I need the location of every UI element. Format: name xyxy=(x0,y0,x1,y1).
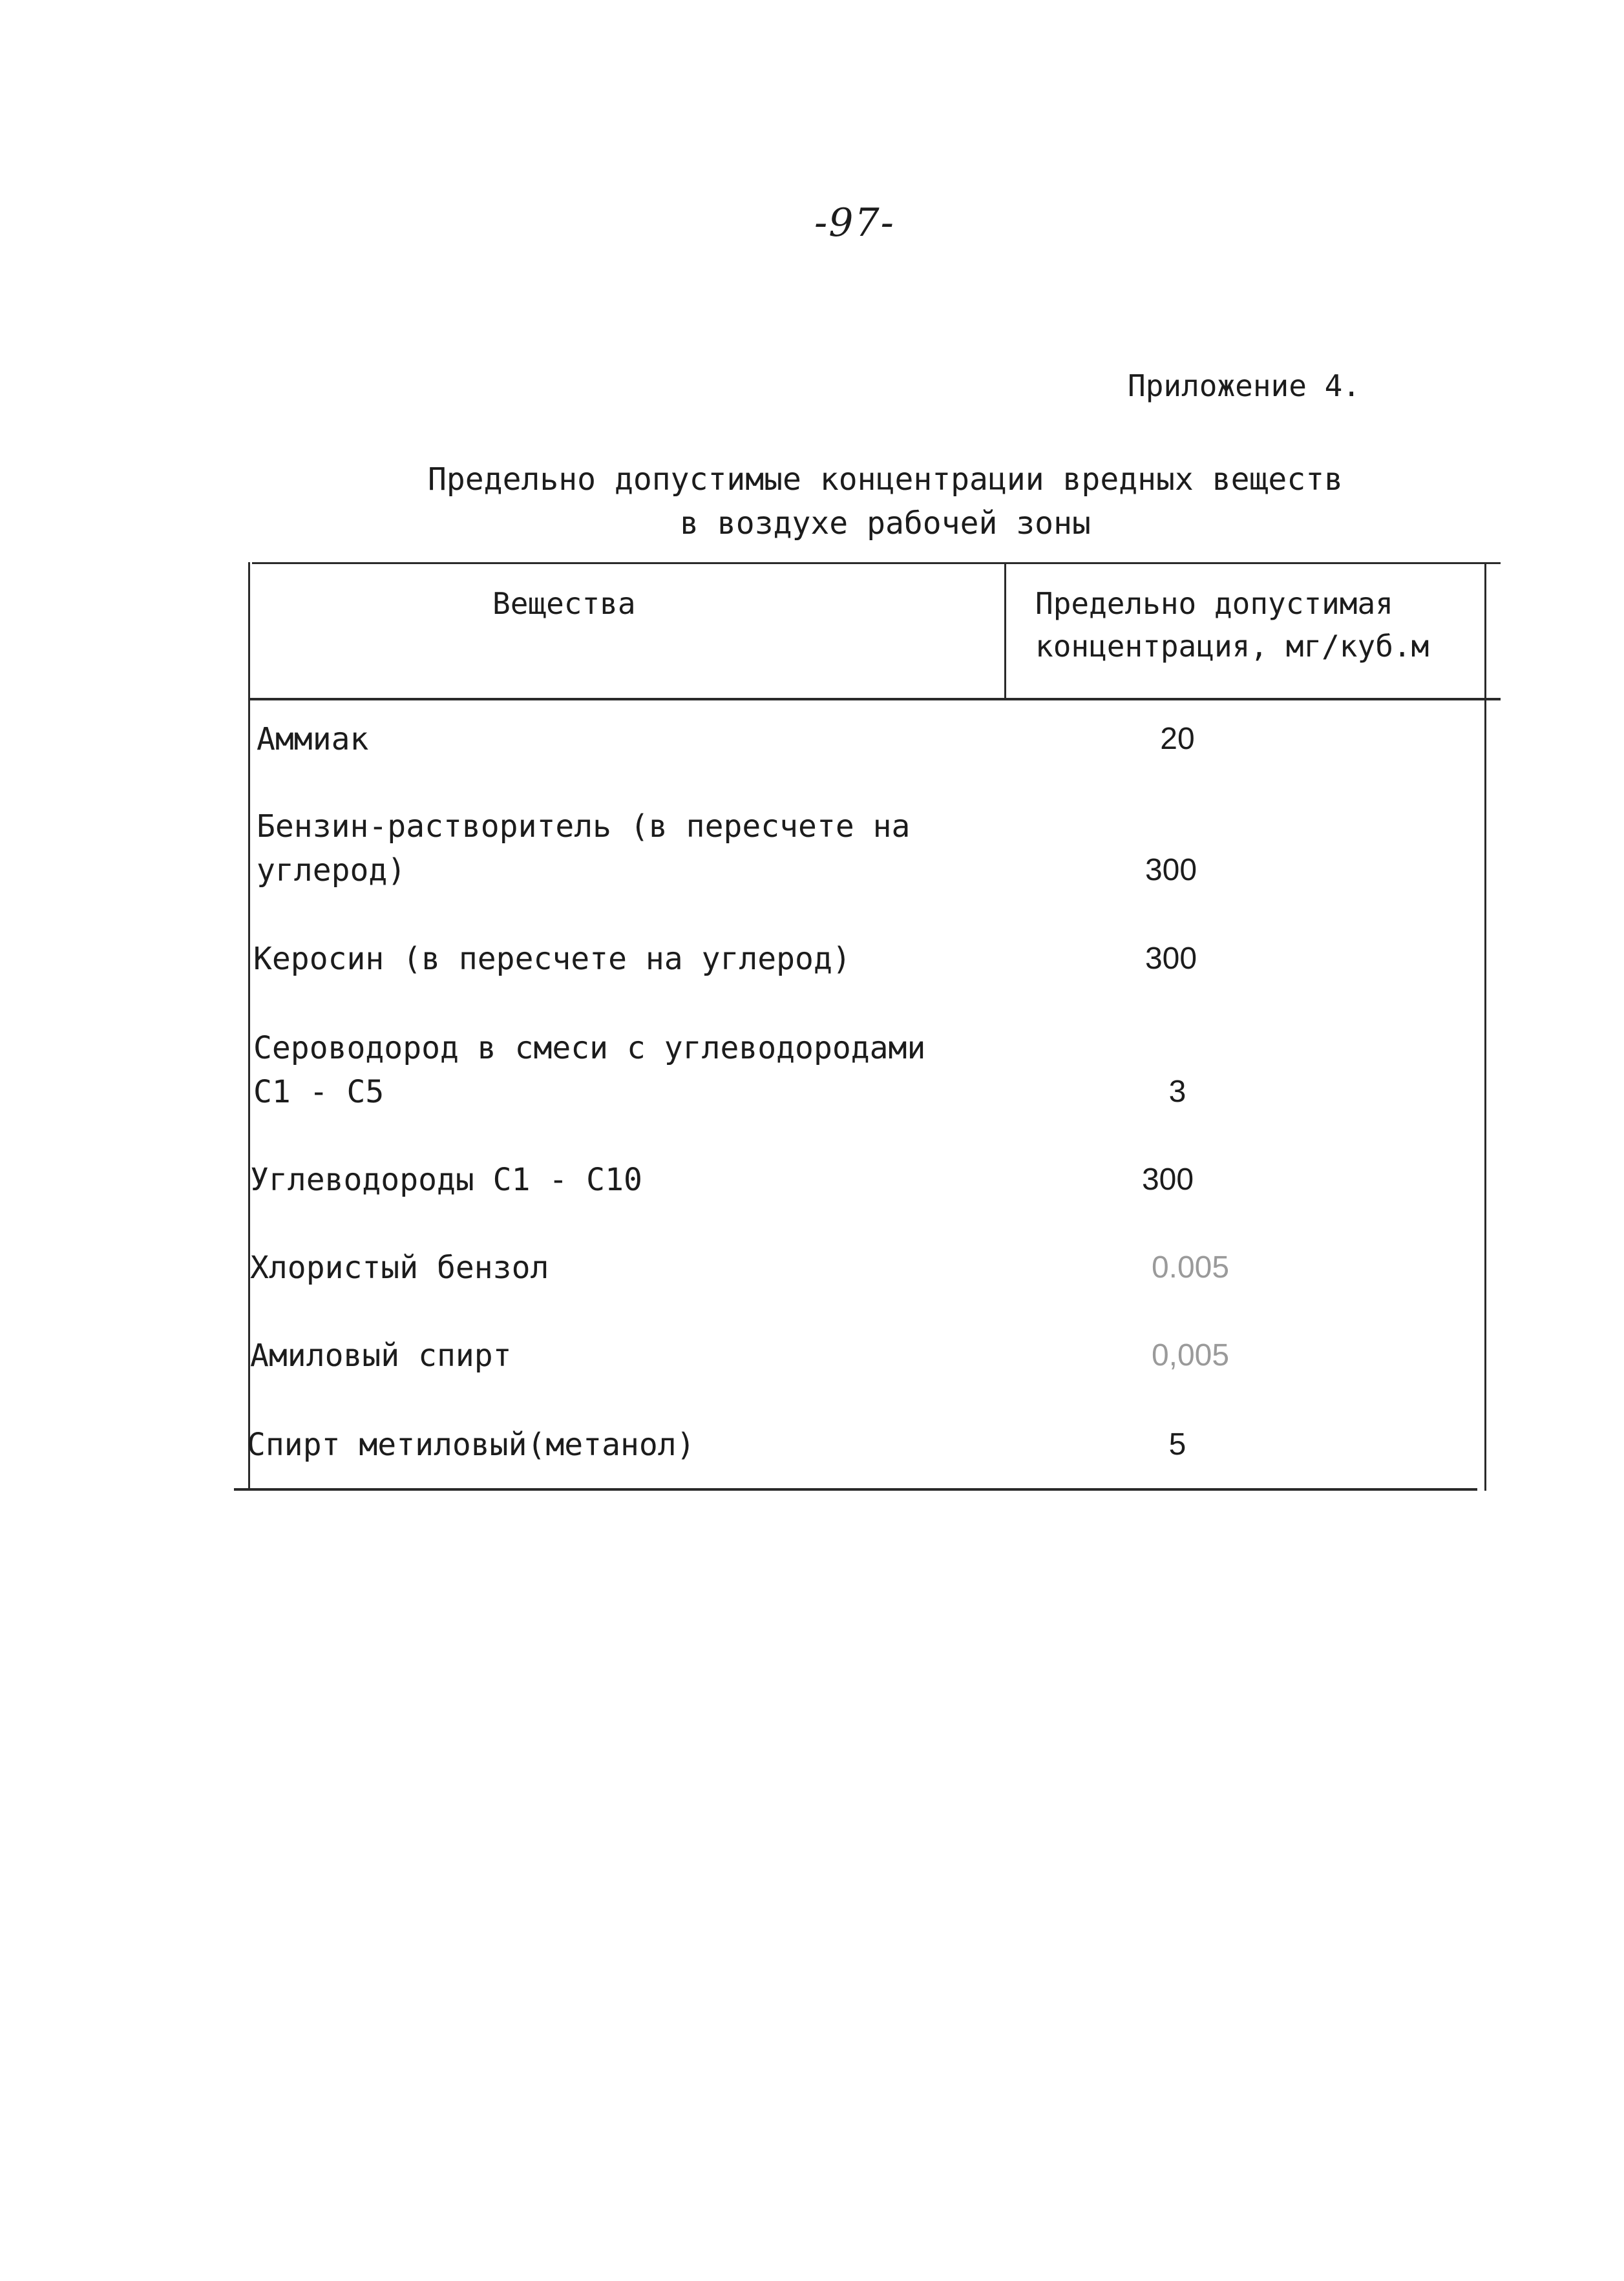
table-row-value: 5 xyxy=(1168,1427,1186,1462)
table-row-value: 300 xyxy=(1144,941,1197,976)
table-row-name: Сероводород в смеси с углеводородами xyxy=(253,1030,926,1066)
table-right-border xyxy=(1484,562,1486,1491)
table-row-name: Бензин-растворитель (в пересчете на xyxy=(257,808,911,845)
header-mpc-line-1: Предельно допустимая xyxy=(1035,586,1393,621)
appendix-label: Приложение 4. xyxy=(1128,368,1361,403)
table-row-name: Спирт метиловый(метанол) xyxy=(247,1427,695,1463)
table-row-name-continued: С1 - С5 xyxy=(253,1074,385,1110)
header-bottom-border xyxy=(248,698,1501,700)
table-row-value: 300 xyxy=(1144,853,1197,887)
table-row-value: 0,005 xyxy=(1151,1338,1230,1372)
table-row-value: 0.005 xyxy=(1151,1250,1230,1285)
table-row-name-continued: углерод) xyxy=(257,852,406,888)
table-row-name: Аммиак xyxy=(257,721,369,757)
table-title-line-1: Предельно допустимые концентрации вредных веществ xyxy=(427,461,1344,498)
table-title-line-2: в воздухе рабочей зоны xyxy=(680,505,1091,541)
header-mpc-line-2: концентрация, мг/куб.м xyxy=(1035,629,1429,664)
header-substance: Вещества xyxy=(492,586,636,621)
mpc-table xyxy=(234,562,1501,1507)
table-row-value: 20 xyxy=(1160,722,1195,756)
table-bottom-border xyxy=(234,1488,1477,1491)
table-row-name: Амиловый спирт xyxy=(250,1338,512,1374)
table-row-name: Хлористый бензол xyxy=(250,1250,549,1286)
table-row-name: Углеводороды С1 - С10 xyxy=(250,1162,642,1198)
page-number: -97- xyxy=(814,200,895,246)
table-row-value: 300 xyxy=(1141,1162,1194,1197)
table-top-border xyxy=(252,562,1501,564)
table-row-value: 3 xyxy=(1168,1075,1186,1109)
header-column-divider xyxy=(1004,562,1006,700)
table-row-name: Керосин (в пересчете на углерод) xyxy=(253,941,851,977)
